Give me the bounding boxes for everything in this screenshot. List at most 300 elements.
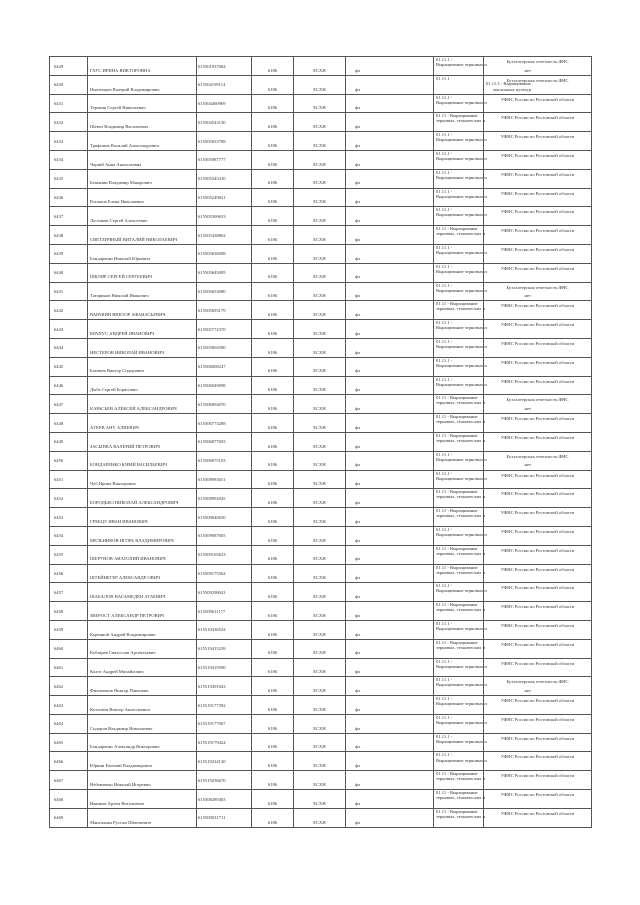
tax-cell [294, 207, 346, 225]
person-type-cell [346, 207, 434, 225]
row-number-cell [50, 283, 88, 301]
code-cell [252, 395, 294, 413]
person-name: Коренной Андрей Владимирович [90, 631, 156, 637]
tax-regime: ЕСХН [313, 612, 326, 618]
inn-cell [197, 602, 252, 620]
name-cell [88, 377, 197, 395]
tax-cell [294, 377, 346, 395]
row-number: 6445 [54, 364, 64, 370]
inn-cell [197, 734, 252, 752]
row-number-cell [50, 583, 88, 601]
activity-cell [434, 640, 484, 658]
okved-code: 01.11.1 - [436, 583, 453, 589]
person-type-cell [346, 189, 434, 207]
source-text: УФНС России по Ростовской области [500, 340, 575, 346]
okved-code: 01.11.1 - [436, 338, 453, 344]
person-name: Чуб Ирина Викторовна [90, 481, 136, 487]
code-cell [252, 565, 294, 583]
person-type-cell [346, 76, 434, 94]
activity-description: Выращивание зерновых и [436, 682, 487, 688]
activity-cell [434, 338, 487, 357]
row-number-cell [50, 715, 88, 733]
tax-regime: ЕСХН [313, 67, 326, 73]
tax-cell [294, 640, 346, 658]
tax-regime: ЕСХН [313, 481, 326, 487]
row-number: 6429 [54, 63, 64, 69]
activity-description: Выращивание зерновых и [436, 156, 487, 162]
source-cell [484, 245, 592, 263]
inn-value: 615508289403 [198, 796, 226, 802]
tax-regime: ЕСХН [313, 443, 326, 449]
inn-cell [197, 433, 252, 451]
person-name: Бондаренко Николай Юрьевич [90, 255, 151, 261]
tax-office-code: 6186 [267, 819, 278, 825]
activity-cell [434, 263, 487, 282]
inn-value: 615505645095 [198, 270, 226, 276]
code-cell [252, 358, 294, 376]
okved-code: 01.11.1 - [436, 470, 453, 476]
table-row [50, 57, 592, 76]
okved-code: 01.11.1 - [436, 94, 453, 100]
tax-office-code: 6186 [267, 575, 278, 581]
source-text: Бухгалтерская отчетность,ФНС [506, 284, 569, 290]
person-name: Иноземцев Валерий Владимирович [90, 86, 160, 92]
person-type: фл [355, 142, 361, 148]
person-name: ШКЛЯР СЕРГЕЙ СЕРГЕЕВИЧ [90, 274, 152, 280]
person-type-cell [346, 414, 434, 432]
row-number-cell [50, 752, 88, 770]
person-name: Рогашов Елена Николаевна [90, 199, 144, 205]
name-cell [88, 752, 197, 770]
activity-description: зерновых, технических и [436, 644, 486, 650]
inn-cell [197, 659, 252, 677]
tax-office-code: 6186 [267, 481, 278, 487]
source-text: УФНС России по Ростовской области [500, 566, 575, 572]
person-type: фл [355, 462, 361, 468]
okved-code: 01.11.1 - [436, 714, 453, 720]
person-type-cell [346, 677, 434, 695]
row-number-cell [50, 358, 88, 376]
source-cell [484, 57, 592, 75]
person-name: Мангильян Рустам Шмельевич [90, 819, 152, 825]
person-name: Кобзарев Святослав Арсентьевич [90, 650, 156, 656]
okved-code: 01.11.1 - [436, 320, 453, 326]
person-type: фл [355, 330, 361, 336]
person-name: НЕСТЕРОВ НИКОЛАЙ ИВАНОВИЧ [90, 349, 164, 355]
source-cell [484, 339, 592, 357]
inn-value: 615519177067 [198, 721, 226, 727]
source-text: УФНС России по Ростовской области [500, 416, 575, 422]
name-cell [88, 226, 197, 244]
table-row [50, 640, 592, 659]
name-cell [88, 320, 197, 338]
code-cell [252, 283, 294, 301]
tax-cell [294, 809, 346, 827]
tax-office-code: 6186 [267, 518, 278, 524]
tax-cell [294, 433, 346, 451]
person-type: фл [355, 255, 361, 261]
person-type-cell [346, 583, 434, 601]
person-name: Сидоров Владимир Николаевич [90, 725, 153, 731]
okved-code: 01.11.1 - [436, 150, 453, 156]
source-text: УФНС России по Ростовской области [500, 641, 575, 647]
person-name: ГРЕБЦУ ИВАН ИВАНОВИЧ [90, 518, 148, 524]
tax-office-code: 6186 [267, 274, 278, 280]
activity-cell [434, 526, 487, 545]
source-cell [484, 377, 592, 395]
row-number: 6462 [54, 683, 64, 689]
okved-code: 01.11 - Выращивание [436, 790, 478, 796]
row-number-cell [50, 696, 88, 714]
activity-description: 01.11.1 [436, 75, 450, 81]
inn-cell [197, 696, 252, 714]
source-text: УФНС России по Ростовской области [500, 547, 575, 553]
inn-cell [197, 320, 252, 338]
tax-office-code: 6186 [267, 800, 278, 806]
person-name: Трифонов Василий Александрович [90, 142, 159, 148]
inn-cell [197, 771, 252, 789]
person-type: фл [355, 500, 361, 506]
person-type: фл [355, 575, 361, 581]
activity-description: Выращивание зерновых и [436, 532, 487, 538]
code-cell [252, 113, 294, 131]
okved-code: 01.11.1 - [436, 244, 453, 250]
source-text: УФНС России по Ростовской области [500, 228, 575, 234]
tax-office-code: 6186 [267, 763, 278, 769]
source-cell [484, 659, 592, 677]
person-type: фл [355, 669, 361, 675]
source-cell [484, 358, 592, 376]
person-name: Шевел Владимир Васильевич [90, 124, 149, 130]
inn-value: 615519415239 [198, 646, 226, 652]
source-text: УФНС России по Ростовской области [500, 246, 575, 252]
tax-cell [294, 602, 346, 620]
activity-extra: нет [524, 406, 531, 412]
code-cell [252, 95, 294, 113]
inn-cell [197, 677, 252, 695]
table-row [50, 226, 592, 245]
tax-regime: ЕСХН [313, 293, 326, 299]
source-text: УФНС России по Ростовской области [500, 115, 575, 121]
okved-code: 01.11.1 - [436, 188, 453, 194]
name-cell [88, 659, 197, 677]
tax-office-code: 6186 [267, 669, 278, 675]
name-cell [88, 452, 197, 470]
activity-cell [434, 658, 487, 677]
activity-cell [434, 207, 487, 225]
inn-value: 615509087605 [198, 533, 226, 539]
activity-cell [434, 790, 484, 808]
source-cell [484, 320, 592, 338]
tax-office-code: 6186 [267, 330, 278, 336]
source-text: УФНС России по Ростовской области [500, 510, 575, 516]
code-cell [252, 771, 294, 789]
person-name: Бондаренко Александр Викторович [90, 744, 160, 750]
tax-office-code: 6186 [267, 556, 278, 562]
tax-cell [294, 583, 346, 601]
table-row [50, 471, 592, 490]
tax-regime: ЕСХН [313, 105, 326, 111]
person-type: фл [355, 406, 361, 412]
activity-extra: нет [524, 688, 531, 693]
tax-regime: ЕСХН [313, 255, 326, 261]
activity-cell [434, 508, 484, 526]
name-cell [88, 696, 197, 714]
inn-cell [197, 471, 252, 489]
table-row [50, 264, 592, 283]
tax-office-code: 6186 [267, 594, 278, 600]
tax-cell [294, 715, 346, 733]
inn-value: 615506875103 [198, 458, 226, 464]
person-name: СВЕТЛИЧНЫЙ ВИТАЛИЙ НИКОЛАЕВИЧ [90, 236, 178, 242]
okved-code: 01.11 - Выращивание [436, 113, 478, 119]
source-cell [484, 546, 592, 564]
okved-code: 01.11 - Выращивание [436, 771, 478, 777]
table-row [50, 715, 592, 734]
source-text: УФНС России по Ростовской области [500, 134, 575, 140]
table-row [50, 508, 592, 527]
tax-office-code: 6186 [267, 312, 278, 318]
inn-cell [197, 76, 252, 94]
person-type-cell [346, 264, 434, 282]
tax-regime: ЕСХН [313, 368, 326, 374]
code-cell [252, 452, 294, 470]
source-cell [484, 452, 592, 470]
tax-office-code: 6186 [267, 86, 278, 92]
code-cell [252, 245, 294, 263]
activity-cell [434, 470, 487, 489]
table-row [50, 395, 592, 414]
code-cell [252, 621, 294, 639]
activity-description: Выращивание зерновых и [436, 344, 487, 350]
row-number: 6469 [54, 815, 64, 821]
source-text: УФНС России по Ростовской области [500, 378, 575, 384]
activity-cell [434, 752, 487, 770]
row-number: 6457 [54, 589, 64, 595]
source-text: УФНС России по Ростовской области [500, 716, 575, 722]
name-cell [88, 245, 197, 263]
tax-office-code: 6186 [267, 368, 278, 374]
name-cell [88, 621, 197, 639]
row-number: 6434 [54, 157, 64, 163]
activity-cell [434, 376, 487, 395]
inn-cell [197, 809, 252, 827]
inn-cell [197, 113, 252, 131]
source-text: УФНС России по Ростовской области [500, 528, 575, 534]
person-type: фл [355, 161, 361, 167]
table-row [50, 790, 592, 809]
person-type: фл [355, 86, 361, 92]
tax-regime: ЕСХН [313, 575, 326, 581]
inn-cell [197, 621, 252, 639]
source-text: Бухгалтерская отчетность,ФНС [506, 59, 569, 64]
source-text: УФНС России по Ростовской области [500, 265, 575, 271]
row-number-cell [50, 170, 88, 188]
table-row [50, 583, 592, 602]
person-name: Тереник Сергей Николаевич [90, 105, 146, 111]
code-cell [252, 414, 294, 432]
inn-value: 615509611177 [198, 608, 226, 614]
activity-description: Выращивание зерновых и [436, 738, 487, 744]
inn-cell [197, 715, 252, 733]
okved-code: 01.11 - Выращивание [436, 545, 478, 551]
inn-cell [197, 546, 252, 564]
activity-description: Выращивание зерновых и [436, 268, 487, 274]
okved-code: 01.11.1 - [436, 169, 453, 175]
row-number-cell [50, 132, 88, 150]
person-type-cell [346, 57, 434, 75]
inn-value: 615519224130 [198, 758, 226, 764]
table-row [50, 659, 592, 678]
tax-cell [294, 471, 346, 489]
inn-cell [197, 752, 252, 770]
tax-regime: ЕСХН [313, 387, 326, 393]
person-type-cell [346, 565, 434, 583]
code-cell [252, 790, 294, 808]
name-cell [88, 170, 197, 188]
row-number-cell [50, 640, 88, 658]
person-type-cell [346, 752, 434, 770]
person-type-cell [346, 696, 434, 714]
source-cell [484, 508, 592, 526]
table-row [50, 752, 592, 771]
tax-office-code: 6186 [267, 406, 278, 412]
okved-code: 01.11 - Выращивание [436, 508, 478, 514]
tax-office-code: 6186 [267, 744, 278, 750]
activity-cell [434, 565, 484, 583]
source-cell [484, 132, 592, 150]
row-number: 6468 [54, 796, 64, 802]
person-type: фл [355, 312, 361, 318]
okved-code: 01.11.1 - [436, 263, 453, 269]
activity-description: зерновых, технических и [436, 795, 486, 801]
inn-cell [197, 790, 252, 808]
row-number: 6465 [54, 740, 64, 746]
inn-cell [197, 283, 252, 301]
person-type: фл [355, 537, 361, 543]
person-name: Лосенков Сергей Алексеевич [90, 218, 148, 224]
tax-cell [294, 283, 346, 301]
row-number-cell [50, 189, 88, 207]
row-number-cell [50, 207, 88, 225]
row-number: 6448 [54, 420, 64, 426]
person-type: фл [355, 387, 361, 393]
activity-description: Выращивание зерновых и [436, 99, 487, 105]
inn-cell [197, 358, 252, 376]
person-type-cell [346, 339, 434, 357]
source-text: Бухгалтерская отчетность,ФНС [506, 453, 569, 459]
tax-regime: ЕСХН [313, 725, 326, 731]
inn-cell [197, 245, 252, 263]
inn-value: 615519177392 [198, 702, 226, 708]
activity-description: зерновых, технических и [436, 550, 486, 556]
person-name: ЗВЕРОСТ АЛЕКСАНДР ПЕТРОВИЧ [90, 612, 164, 618]
person-type: фл [355, 688, 361, 693]
tax-office-code: 6186 [267, 293, 278, 299]
inn-value: 615504199114 [198, 82, 226, 88]
inn-value: 615519491843 [198, 683, 226, 689]
person-type: фл [355, 368, 361, 374]
person-type-cell [346, 226, 434, 244]
activity-cell [434, 771, 484, 789]
tax-office-code: 6186 [267, 180, 278, 186]
person-name: Колот Андрей Михайлович [90, 669, 144, 675]
row-number: 6451 [54, 477, 64, 483]
inn-value: 615509040650 [198, 514, 226, 520]
source-text: УФНС России по Ростовской области [500, 322, 575, 328]
source-cell [484, 565, 592, 583]
activity-cell [434, 320, 487, 338]
inn-cell [197, 189, 252, 207]
person-type-cell [346, 95, 434, 113]
row-number-cell [50, 339, 88, 357]
table-row [50, 151, 592, 170]
source-cell [484, 715, 592, 733]
person-type: фл [355, 744, 361, 750]
person-type-cell [346, 132, 434, 150]
person-name: МЕЛЬНИКОВ ИГОРЬ ВЛАДИМИРОВИЧ [90, 537, 174, 543]
code-cell [252, 640, 294, 658]
row-number-cell [50, 508, 88, 526]
source-cell [484, 583, 592, 601]
tax-office-code: 6186 [267, 537, 278, 543]
person-type-cell [346, 245, 434, 263]
tax-cell [294, 151, 346, 169]
tax-regime: ЕСХН [313, 650, 326, 656]
inn-value: 615506049098 [198, 383, 226, 389]
person-type: фл [355, 631, 361, 637]
table-row [50, 602, 592, 621]
tax-regime: ЕСХН [313, 518, 326, 524]
table-row [50, 339, 592, 358]
tax-cell [294, 245, 346, 263]
name-cell [88, 414, 197, 432]
person-type-cell [346, 283, 434, 301]
tax-cell [294, 320, 346, 338]
name-cell [88, 809, 197, 827]
inn-cell [197, 95, 252, 113]
person-type-cell [346, 809, 434, 827]
inn-cell [197, 395, 252, 413]
table-row [50, 283, 592, 302]
row-number-cell [50, 226, 88, 244]
source-cell [484, 489, 592, 507]
row-number-cell [50, 771, 88, 789]
tax-regime: ЕСХН [313, 180, 326, 186]
row-number: 6458 [54, 608, 64, 614]
inn-cell [197, 264, 252, 282]
okved-code: 01.11 - Выращивание [436, 602, 478, 608]
code-cell [252, 76, 294, 94]
table-row [50, 771, 592, 790]
code-cell [252, 696, 294, 714]
tax-office-code: 6186 [267, 612, 278, 618]
tax-cell [294, 771, 346, 789]
inn-value: 615505309653 [198, 213, 226, 219]
source-cell [484, 790, 592, 808]
tax-regime: ЕСХН [313, 781, 326, 787]
activity-description: Выращивание зерновых и [436, 626, 487, 631]
okved-code: 01.11.1 - [436, 451, 453, 457]
person-type-cell [346, 395, 434, 413]
activity-description: зерновых, технических и [436, 118, 486, 124]
row-number: 6455 [54, 552, 64, 558]
tax-office-code: 6186 [267, 349, 278, 355]
tax-office-code: 6186 [267, 218, 278, 224]
person-type-cell [346, 659, 434, 677]
code-cell [252, 583, 294, 601]
activity-cell [434, 169, 487, 188]
